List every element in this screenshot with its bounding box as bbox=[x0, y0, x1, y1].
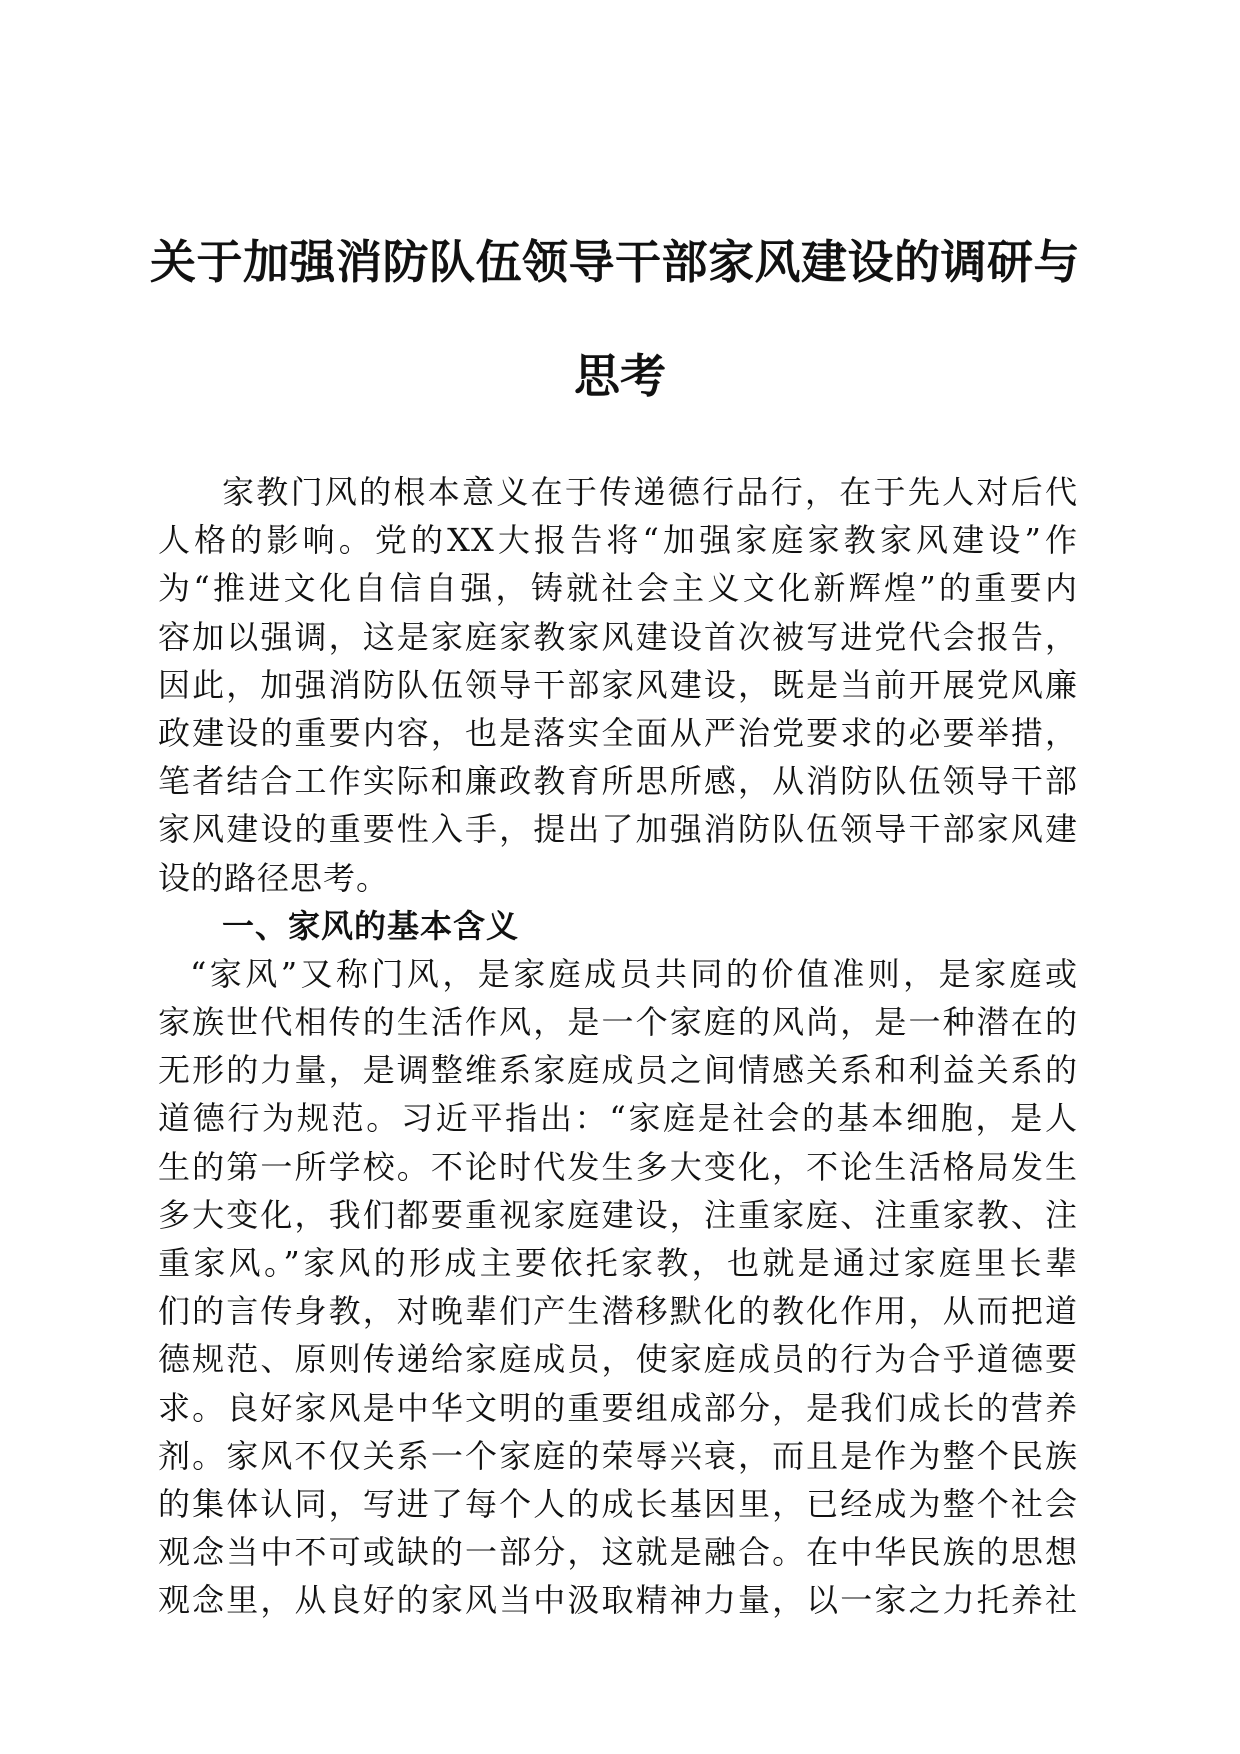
paragraph-2-line: 观念当中不可或缺的一部分，这就是融合。在中华民族的思想 bbox=[158, 1533, 1078, 1572]
paragraph-2-line: 生的第一所学校。不论时代发生多大变化，不论生活格局发生 bbox=[158, 1147, 1078, 1186]
paragraph-2-line: 观念里，从良好的家风当中汲取精神力量，以一家之力托养社 bbox=[158, 1581, 1078, 1620]
paragraph-2-line: 们的言传身教，对晚辈们产生潜移默化的教化作用，从而把道 bbox=[158, 1292, 1078, 1331]
paragraph-2-line: 道德行为规范。习近平指出：“家庭是社会的基本细胞，是人 bbox=[158, 1099, 1078, 1138]
paragraph-1-line: 家风建设的重要性入手，提出了加强消防队伍领导干部家风建 bbox=[158, 810, 1078, 849]
paragraph-2-line: 的集体认同，写进了每个人的成长基因里，已经成为整个社会 bbox=[158, 1484, 1078, 1523]
paragraph-1-line: 人格的影响。党的XX大报告将“加强家庭家教家风建设”作 bbox=[158, 521, 1078, 560]
paragraph-1-line: 设的路径思考。 bbox=[158, 858, 390, 897]
paragraph-1-line: 政建设的重要内容，也是落实全面从严治党要求的必要举措， bbox=[158, 713, 1078, 752]
paragraph-1-line: 家教门风的根本意义在于传递德行品行，在于先人对后代 bbox=[222, 473, 1078, 511]
paragraph-2-line: 无形的力量，是调整维系家庭成员之间情感关系和利益关系的 bbox=[158, 1051, 1078, 1090]
section-heading-1: 一、家风的基本含义 bbox=[222, 906, 520, 945]
document-title-line-1: 关于加强消防队伍领导干部家风建设的调研与 bbox=[150, 235, 1080, 289]
paragraph-1-line: 容加以强调，这是家庭家教家风建设首次被写进党代会报告， bbox=[158, 617, 1078, 656]
paragraph-2-line: 德规范、原则传递给家庭成员，使家庭成员的行为合乎道德要 bbox=[158, 1340, 1078, 1379]
paragraph-2-line: 剂。家风不仅关系一个家庭的荣辱兴衰，而且是作为整个民族 bbox=[158, 1436, 1078, 1475]
paragraph-1-line: 笔者结合工作实际和廉政教育所思所感，从消防队伍领导干部 bbox=[158, 762, 1078, 801]
paragraph-2-line: 求。良好家风是中华文明的重要组成部分，是我们成长的营养 bbox=[158, 1388, 1078, 1427]
paragraph-1-line: 因此，加强消防队伍领导干部家风建设，既是当前开展党风廉 bbox=[158, 665, 1078, 704]
document-title-line-2: 思考 bbox=[574, 349, 666, 403]
paragraph-1-line: 为“推进文化自信自强，铸就社会主义文化新辉煌”的重要内 bbox=[158, 569, 1078, 608]
paragraph-2-line: “家风”又称门风，是家庭成员共同的价值准则，是家庭或 bbox=[190, 954, 1078, 993]
paragraph-2-line: 重家风。”家风的形成主要依托家教，也就是通过家庭里长辈 bbox=[158, 1244, 1078, 1282]
document-body bbox=[158, 468, 1078, 1625]
paragraph-2-line: 家族世代相传的生活作风，是一个家庭的风尚，是一种潜在的 bbox=[158, 1003, 1078, 1042]
paragraph-2-line: 多大变化，我们都要重视家庭建设，注重家庭、注重家教、注 bbox=[158, 1195, 1078, 1234]
